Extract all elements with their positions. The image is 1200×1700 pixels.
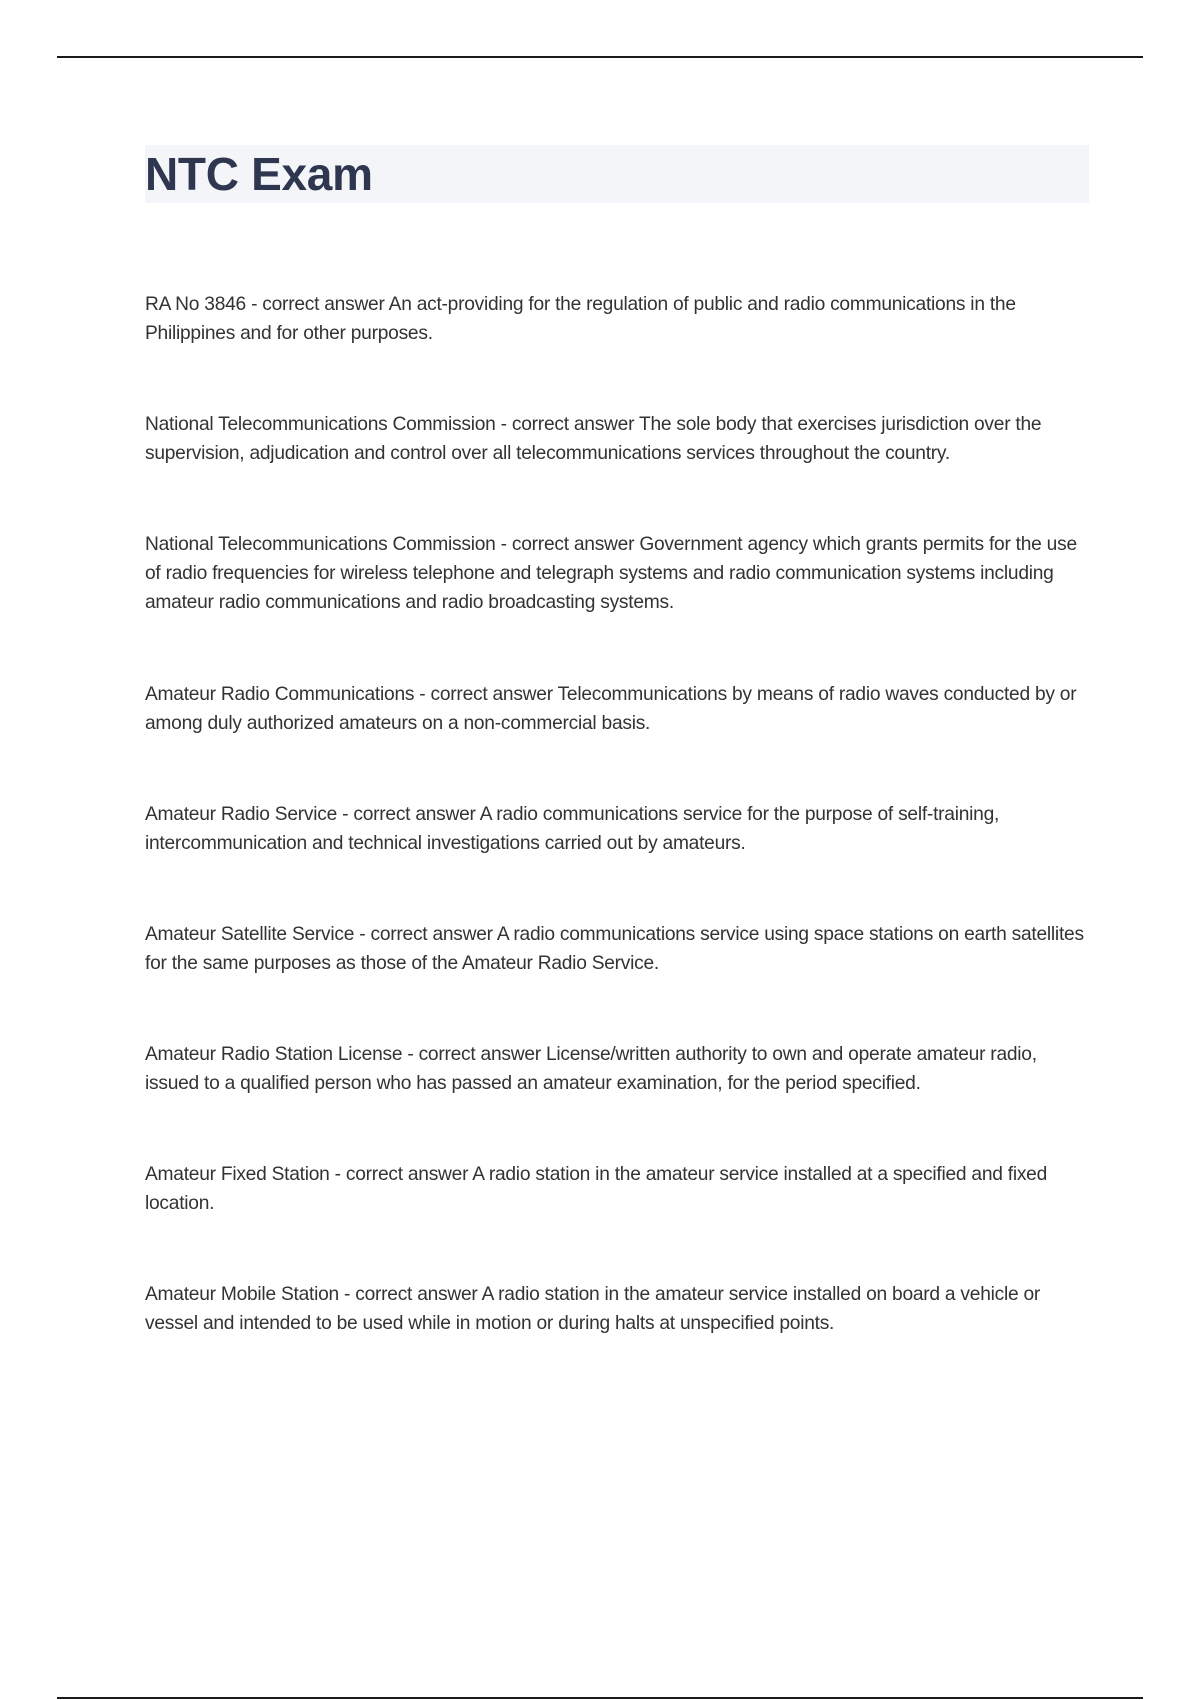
entry-term: Amateur Radio Station License <box>145 1044 403 1065</box>
entry-definition: The sole body that exercises jurisdiction over the supervision, adjudication and control over all telecommunications services throughout the country. <box>145 414 1042 464</box>
entry-separator: - correct answer <box>402 1044 546 1065</box>
entry-definition: A radio communications service using space stations on earth satellites for the same purposes as those of the Amateur Radio Service. <box>145 924 1084 974</box>
page-title: NTC Exam <box>145 148 373 200</box>
entry-separator: - correct answer <box>414 684 558 705</box>
entry-definition: A radio station in the amateur service installed on board a vehicle or vessel and intended to be used while in motion or during halts at unspecified points. <box>145 1284 1041 1334</box>
entry-amateur-satellite-service <box>145 920 1095 1040</box>
entry-amateur-mobile-station <box>145 1280 1095 1400</box>
entry-amateur-radio-communications <box>145 680 1095 800</box>
entry-separator: - correct answer <box>495 414 639 435</box>
title-band <box>145 145 1089 203</box>
entry-term: Amateur Radio Service <box>145 804 338 825</box>
entry-list <box>145 290 1095 1400</box>
entry-definition: A radio communications service for the purpose of self-training, intercommunication and technical investigations carried out by amateurs. <box>145 804 1000 854</box>
entry-amateur-fixed-station <box>145 1160 1095 1280</box>
entry-separator: - correct answer <box>354 924 497 945</box>
entry-term: RA No 3846 <box>145 294 246 315</box>
entry-term: Amateur Radio Communications <box>145 684 415 705</box>
entry-term: Amateur Satellite Service <box>145 924 355 945</box>
entry-term: Amateur Mobile Station <box>145 1284 339 1305</box>
entry-term: Amateur Fixed Station <box>145 1164 330 1185</box>
entry-term: National Telecommunications Commission <box>145 534 496 555</box>
entry-ntc-permits <box>145 530 1095 680</box>
top-rule <box>57 56 1143 58</box>
entry-separator: - correct answer <box>337 804 480 825</box>
entry-term: National Telecommunications Commission <box>145 414 496 435</box>
entry-separator: - correct answer <box>245 294 389 315</box>
entry-separator: - correct answer <box>338 1284 482 1305</box>
entry-separator: - correct answer <box>495 534 640 555</box>
entry-ntc-jurisdiction <box>145 410 1095 530</box>
bottom-rule <box>57 1697 1143 1699</box>
entry-separator: - correct answer <box>329 1164 473 1185</box>
entry-ra-no-3846 <box>145 290 1095 410</box>
entry-definition: License/written authority to own and operate amateur radio, issued to a qualified person who has passed an amateur examination, for the period specified. <box>145 1044 1037 1094</box>
entry-definition: An act-providing for the regulation of public and radio communications in the Philippines and for other purposes. <box>145 294 1016 344</box>
entry-amateur-radio-station-license <box>145 1040 1095 1160</box>
entry-definition: A radio station in the amateur service installed at a specified and fixed location. <box>145 1164 1048 1214</box>
entry-definition: Government agency which grants permits for the use of radio frequencies for wireless telephone and telegraph systems and radio communication systems including amateur radio communications and radio broadcasting systems. <box>145 534 1077 613</box>
entry-definition: Telecommunications by means of radio waves conducted by or among duly authorized amateurs on a non-commercial basis. <box>145 684 1077 734</box>
entry-amateur-radio-service <box>145 800 1095 920</box>
